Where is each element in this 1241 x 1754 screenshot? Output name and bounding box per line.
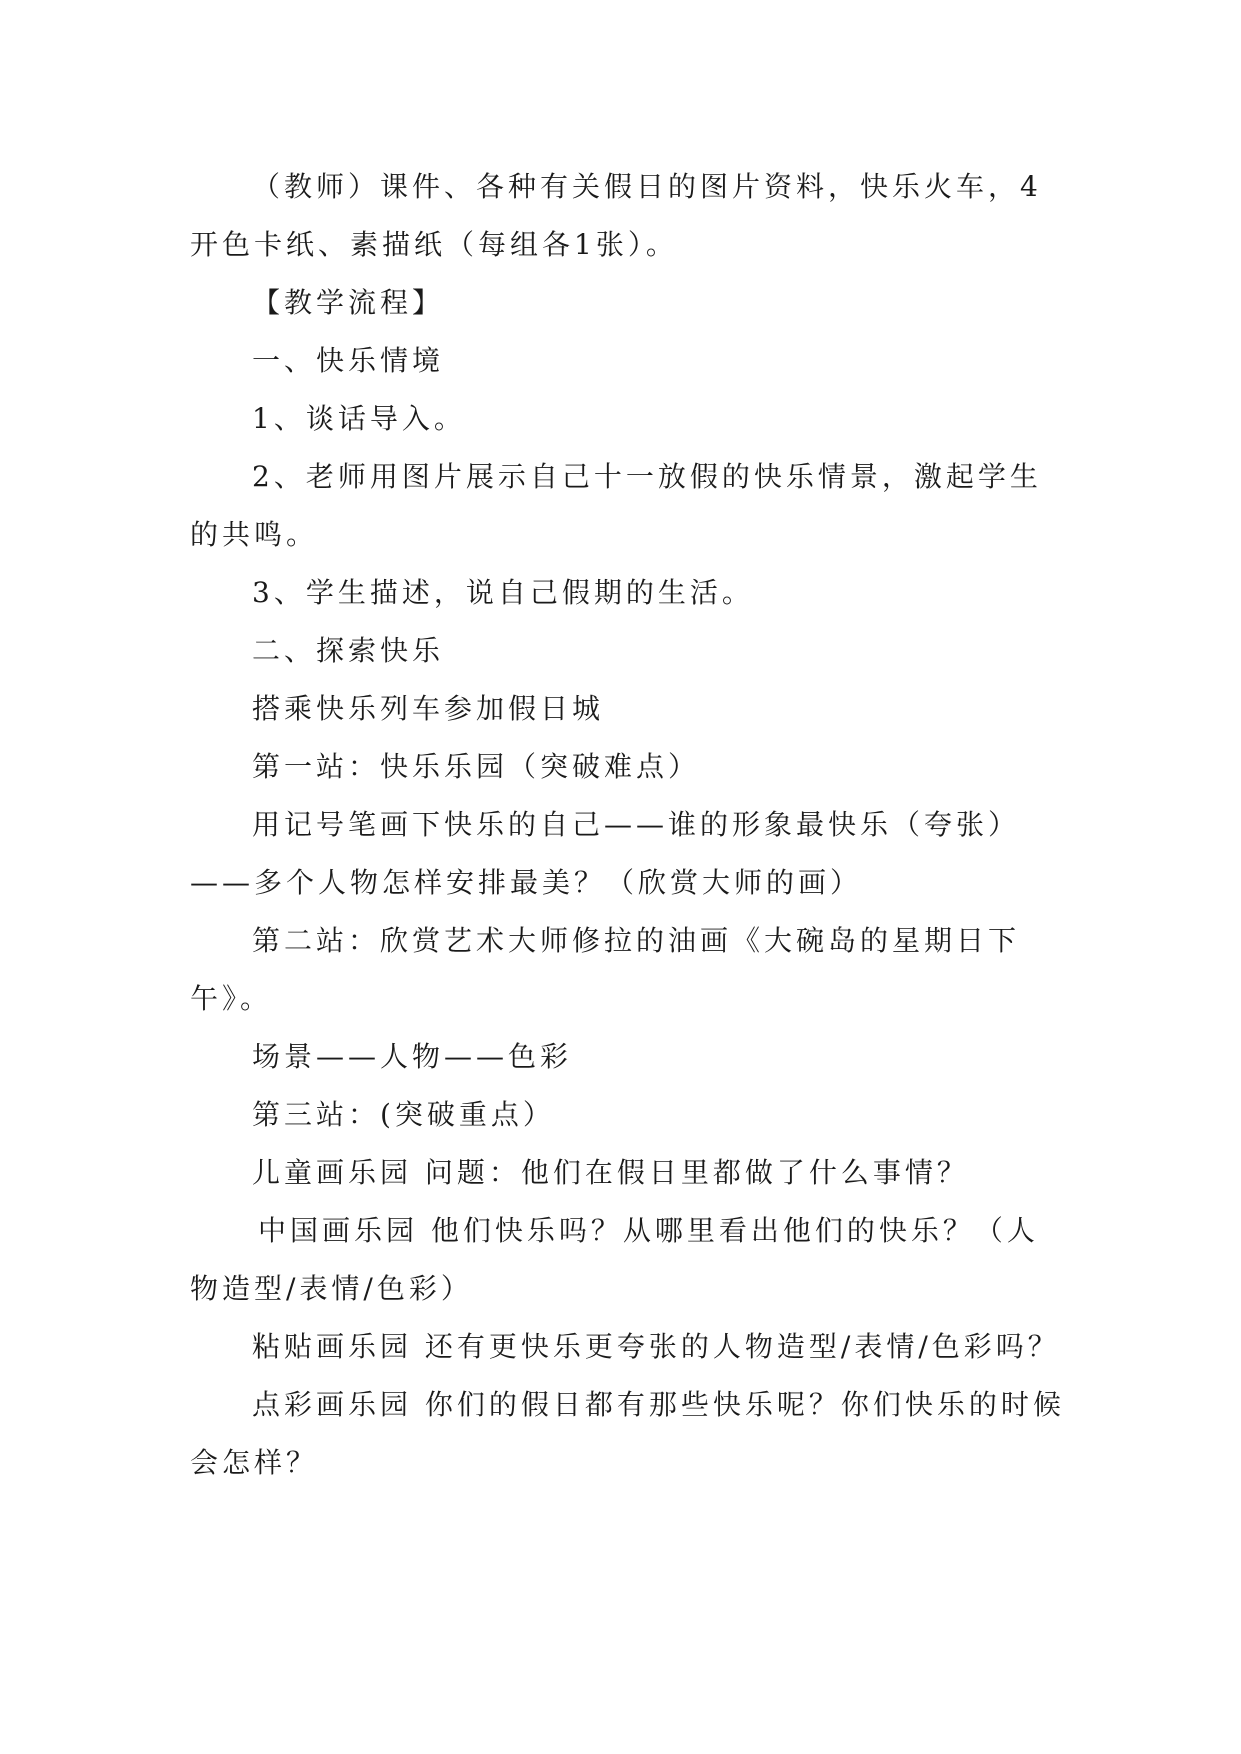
- paragraph-section-2-heading: 二、探索快乐: [252, 634, 445, 667]
- document-body: [190, 158, 1070, 1492]
- paragraph-item-2: 2、老师用图片展示自己十一放假的快乐情景，激起学生的共鸣。: [190, 460, 1042, 551]
- paragraph-materials: （教师）课件、各种有关假日的图片资料，快乐火车，4开色卡纸、素描纸（每组各1张）。: [190, 170, 1042, 261]
- paragraph-section-1-heading: 一、快乐情境: [252, 344, 445, 377]
- paragraph-station-3: 第三站：(突破重点）: [252, 1098, 555, 1131]
- paragraph-chinese-painting: 中国画乐园 他们快乐吗？从哪里看出他们的快乐？（人物造型/表情/色彩）: [190, 1214, 1039, 1305]
- paragraph-item-1: 1、谈话导入。: [252, 402, 466, 435]
- paragraph-children-painting: 儿童画乐园 问题：他们在假日里都做了什么事情？: [252, 1156, 969, 1189]
- paragraph-teaching-process-heading: 【教学流程】: [252, 286, 445, 319]
- paragraph-pointillism-painting: 点彩画乐园 你们的假日都有那些快乐呢？你们快乐的时候会怎样？: [190, 1388, 1065, 1479]
- paragraph-station-2: 第二站：欣赏艺术大师修拉的油画《大碗岛的星期日下午》。: [190, 924, 1021, 1015]
- paragraph-station-1: 第一站：快乐乐园（突破难点）: [252, 750, 701, 783]
- paragraph-station-2-detail: 场景——人物——色彩: [252, 1040, 573, 1073]
- paragraph-collage-painting: 粘贴画乐园 还有更快乐更夸张的人物造型/表情/色彩吗？: [252, 1330, 1060, 1363]
- paragraph-item-3: 3、学生描述，说自己假期的生活。: [252, 576, 754, 609]
- paragraph-train-intro: 搭乘快乐列车参加假日城: [252, 692, 605, 725]
- paragraph-station-1-detail: 用记号笔画下快乐的自己——谁的形象最快乐（夸张）——多个人物怎样安排最美？（欣赏大师的画）: [190, 808, 1021, 899]
